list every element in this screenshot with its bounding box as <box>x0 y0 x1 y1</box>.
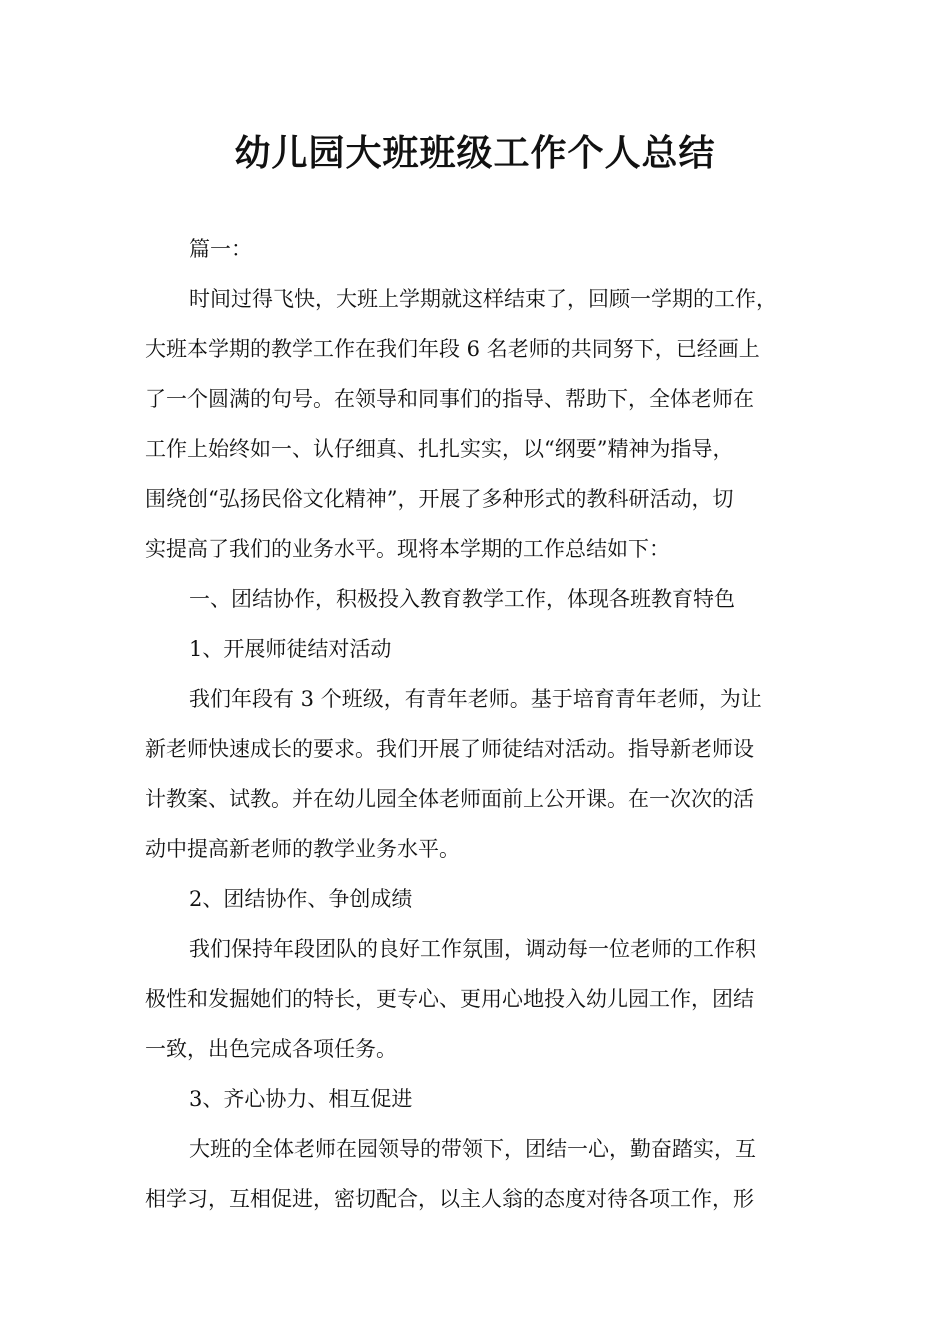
paragraph-line: 1、开展师徒结对活动 <box>189 637 392 661</box>
paragraph-line: 大班的全体老师在园领导的带领下，团结一心，勤奋踏实，互 <box>189 1137 756 1161</box>
paragraph-line: 我们保持年段团队的良好工作氛围，调动每一位老师的工作积 <box>189 937 756 961</box>
paragraph-line: 工作上始终如一、认仔细真、扎扎实实，以“纲要”精神为指导， <box>145 437 734 461</box>
paragraph-line: 极性和发掘她们的特长，更专心、更用心地投入幼儿园工作，团结 <box>145 987 754 1011</box>
paragraph-line: 3、齐心协力、相互促进 <box>189 1087 413 1111</box>
paragraph-line: 我们年段有 3 个班级，有青年老师。基于培育青年老师，为让 <box>189 687 762 711</box>
paragraph-line: 大班本学期的教学工作在我们年段 6 名老师的共同努下，已经画上 <box>145 337 760 361</box>
paragraph-line: 2、团结协作、争创成绩 <box>189 887 413 911</box>
paragraph-line: 时间过得飞快，大班上学期就这样结束了，回顾一学期的工作， <box>189 287 777 311</box>
document-title: 幼儿园大班班级工作个人总结 <box>234 133 716 174</box>
paragraph-line: 计教案、试教。并在幼儿园全体老师面前上公开课。在一次次的活 <box>145 787 754 811</box>
paragraph-line: 实提高了我们的业务水平。现将本学期的工作总结如下： <box>145 537 670 561</box>
paragraph-line: 动中提高新老师的教学业务水平。 <box>145 837 460 861</box>
paragraph-line: 了一个圆满的句号。在领导和同事们的指导、帮助下，全体老师在 <box>145 387 754 411</box>
paragraph-line: 一致，出色完成各项任务。 <box>145 1037 397 1061</box>
document-body <box>145 224 810 1224</box>
paragraph-line: 相学习，互相促进，密切配合，以主人翁的态度对待各项工作，形 <box>145 1187 754 1211</box>
paragraph-line: 篇一： <box>189 237 252 261</box>
paragraph-line: 一、团结协作，积极投入教育教学工作，体现各班教育特色 <box>189 587 735 611</box>
paragraph-line: 围绕创“弘扬民俗文化精神”，开展了多种形式的教科研活动，切 <box>145 487 734 511</box>
paragraph-line: 新老师快速成长的要求。我们开展了师徒结对活动。指导新老师设 <box>145 737 754 761</box>
